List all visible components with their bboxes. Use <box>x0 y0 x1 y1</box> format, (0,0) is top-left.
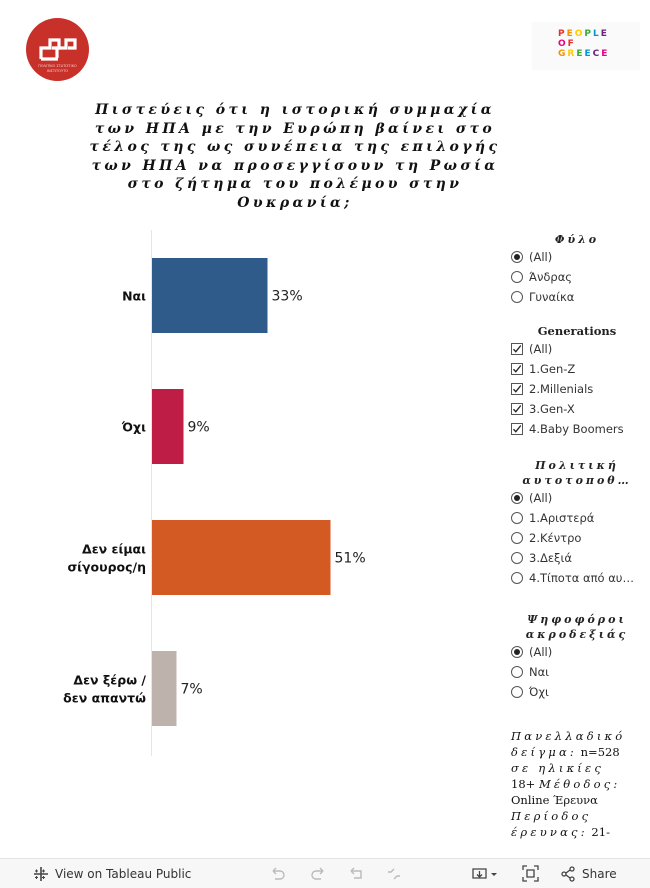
radio-selected-icon[interactable] <box>511 646 523 658</box>
radio-icon[interactable] <box>511 552 523 564</box>
filter-option[interactable] <box>511 508 643 528</box>
people-of-greece-logo <box>532 22 640 70</box>
bar[interactable] <box>152 389 184 464</box>
filter-option-label: Όχι <box>529 685 549 699</box>
redo-button[interactable] <box>310 859 326 888</box>
filter-option[interactable] <box>511 247 643 267</box>
undo-icon <box>270 866 286 882</box>
filter-option[interactable] <box>511 568 643 588</box>
filter-gender-title: Φύλο <box>554 233 600 246</box>
logo-letter: O <box>558 39 568 49</box>
radio-selected-icon[interactable] <box>511 492 523 504</box>
filter-option-label: (All) <box>529 645 553 659</box>
logo-letter: P <box>558 29 567 39</box>
filter-option[interactable] <box>511 419 643 439</box>
redo-icon <box>310 866 326 882</box>
radio-icon[interactable] <box>511 512 523 524</box>
filter-option[interactable] <box>511 399 643 419</box>
checkbox-checked-icon[interactable] <box>511 343 523 355</box>
filter-option-label: Άνδρας <box>529 270 573 284</box>
filter-option[interactable] <box>511 379 643 399</box>
category-label: δεν απαντώ <box>63 690 146 706</box>
note-line: Online Έρευνα <box>511 793 598 807</box>
filter-generations <box>511 324 643 439</box>
filter-option[interactable] <box>511 662 643 682</box>
checkbox-checked-icon[interactable] <box>511 423 523 435</box>
radio-icon[interactable] <box>511 291 523 303</box>
logo-letter: L <box>593 29 601 39</box>
view-on-tableau-button[interactable] <box>33 859 191 888</box>
logo-letter: O <box>574 29 585 39</box>
filter-option[interactable] <box>511 267 643 287</box>
radio-icon[interactable] <box>511 271 523 283</box>
logo-letter: E <box>566 29 575 39</box>
survey-note <box>511 728 641 840</box>
logo-letter: F <box>567 39 576 49</box>
note-line: σε ηλικίες <box>511 761 605 775</box>
filter-option[interactable] <box>511 682 643 702</box>
filter-option[interactable] <box>511 642 643 662</box>
filter-option-label: Γυναίκα <box>529 290 575 304</box>
checkbox-checked-icon[interactable] <box>511 383 523 395</box>
share-button[interactable] <box>560 859 617 888</box>
note-line: δείγμα: n=528 <box>511 745 620 759</box>
filter-option-label: (All) <box>529 250 553 264</box>
category-label: Όχι <box>121 419 146 435</box>
logo-letter: C <box>592 49 602 59</box>
download-button[interactable] <box>472 859 498 888</box>
filter-far-right-title: Ψηφοφόροι ακροδεξιάς <box>525 613 629 641</box>
filter-option[interactable] <box>511 287 643 307</box>
checkmark-icon <box>512 404 522 414</box>
category-label: σίγουρος/η <box>67 559 146 575</box>
filter-generations-title: Generations <box>537 324 617 338</box>
fullscreen-icon <box>522 865 539 882</box>
filter-option[interactable] <box>511 548 643 568</box>
filter-option[interactable] <box>511 339 643 359</box>
filter-far-right <box>511 612 643 702</box>
filter-political-title: Πολιτική αυτοτοποθ… <box>522 459 632 487</box>
data-label: 7% <box>180 681 203 698</box>
checkmark-icon <box>512 364 522 374</box>
checkmark-icon <box>512 424 522 434</box>
logo-letter: P <box>584 29 594 39</box>
pause-icon <box>386 866 402 882</box>
filter-option-label: 2.Κέντρο <box>529 531 582 545</box>
share-icon <box>560 866 576 882</box>
category-label: Δεν είμαι <box>82 541 146 557</box>
data-label: 33% <box>271 288 303 305</box>
revert-icon <box>348 866 364 882</box>
logo-fine-print-1: ΠΟΛΙΤΙΚΟ ΣΤΑΤΙΣΤΙΚΟ <box>38 64 77 68</box>
radio-icon[interactable] <box>511 686 523 698</box>
view-on-tableau-label: View on Tableau Public <box>55 866 192 881</box>
revert-button[interactable] <box>348 859 364 888</box>
note-line: Πανελλαδικό <box>511 729 626 743</box>
filter-option-label: (All) <box>529 491 553 505</box>
logo-letter: E <box>576 49 585 59</box>
download-icon <box>472 866 498 882</box>
pause-button[interactable] <box>386 859 402 888</box>
left-logo <box>26 18 89 81</box>
checkmark-icon <box>512 384 522 394</box>
bar[interactable] <box>152 651 177 726</box>
radio-icon[interactable] <box>511 666 523 678</box>
filter-option[interactable] <box>511 359 643 379</box>
logo-letter: E <box>584 49 593 59</box>
filter-political <box>511 458 643 588</box>
logo-letter: E <box>601 49 610 59</box>
checkbox-checked-icon[interactable] <box>511 403 523 415</box>
logo-fine-print-2: ΙΝΣΤΙΤΟΥΤΟ <box>47 69 68 73</box>
filter-option[interactable] <box>511 488 643 508</box>
filter-option-label: 1.Αριστερά <box>529 511 595 525</box>
logo-line-greece <box>558 49 609 59</box>
logo-line-people <box>558 29 609 39</box>
tableau-toolbar <box>0 858 650 888</box>
logo-letter: G <box>558 49 568 59</box>
note-line: έρευνας: 21- <box>511 825 610 839</box>
note-line: Περίοδος <box>511 809 592 823</box>
tableau-icon <box>33 866 49 882</box>
bar-chart <box>0 228 480 768</box>
data-label: 9% <box>187 419 210 436</box>
checkmark-icon <box>512 344 522 354</box>
note-line: 18+ Μέθοδος: <box>511 777 621 791</box>
radio-selected-icon[interactable] <box>511 251 523 263</box>
filter-option-label: (All) <box>529 342 553 356</box>
question-title: Πιστεύεις ότι η ιστορική συμμαχία των ΗΠΑ με την Ευρώπη βαίνει στο τέλος της ως συνέπεια της επιλογής των ΗΠΑ να προσεγγίσουν τη Ρωσία στο ζήτημα του πολέμου στην Ουκρανία; <box>89 102 501 211</box>
filter-option-label: 2.Millenials <box>529 382 594 396</box>
radio-icon[interactable] <box>511 532 523 544</box>
bar[interactable] <box>152 258 268 333</box>
share-label: Share <box>582 866 617 881</box>
filter-option-label: Ναι <box>529 665 550 679</box>
fullscreen-button[interactable] <box>522 859 539 888</box>
filter-gender <box>511 232 643 307</box>
filter-option[interactable] <box>511 528 643 548</box>
bar[interactable] <box>152 520 331 595</box>
filter-option-label: 4.Τίποτα από αυ… <box>529 571 634 585</box>
filter-option-label: 3.Gen-X <box>529 402 575 416</box>
data-label: 51% <box>334 550 366 567</box>
logo-letter: R <box>567 49 577 59</box>
checkbox-checked-icon[interactable] <box>511 363 523 375</box>
filter-option-label: 4.Baby Boomers <box>529 422 624 436</box>
logo-letter: E <box>600 29 609 39</box>
filter-option-label: 1.Gen-Z <box>529 362 576 376</box>
filter-option-label: 3.Δεξιά <box>529 551 572 565</box>
category-label: Ναι <box>122 288 146 304</box>
radio-icon[interactable] <box>511 572 523 584</box>
logo-line-of <box>558 39 576 49</box>
category-label: Δεν ξέρω / <box>73 672 146 688</box>
undo-button[interactable] <box>270 859 286 888</box>
